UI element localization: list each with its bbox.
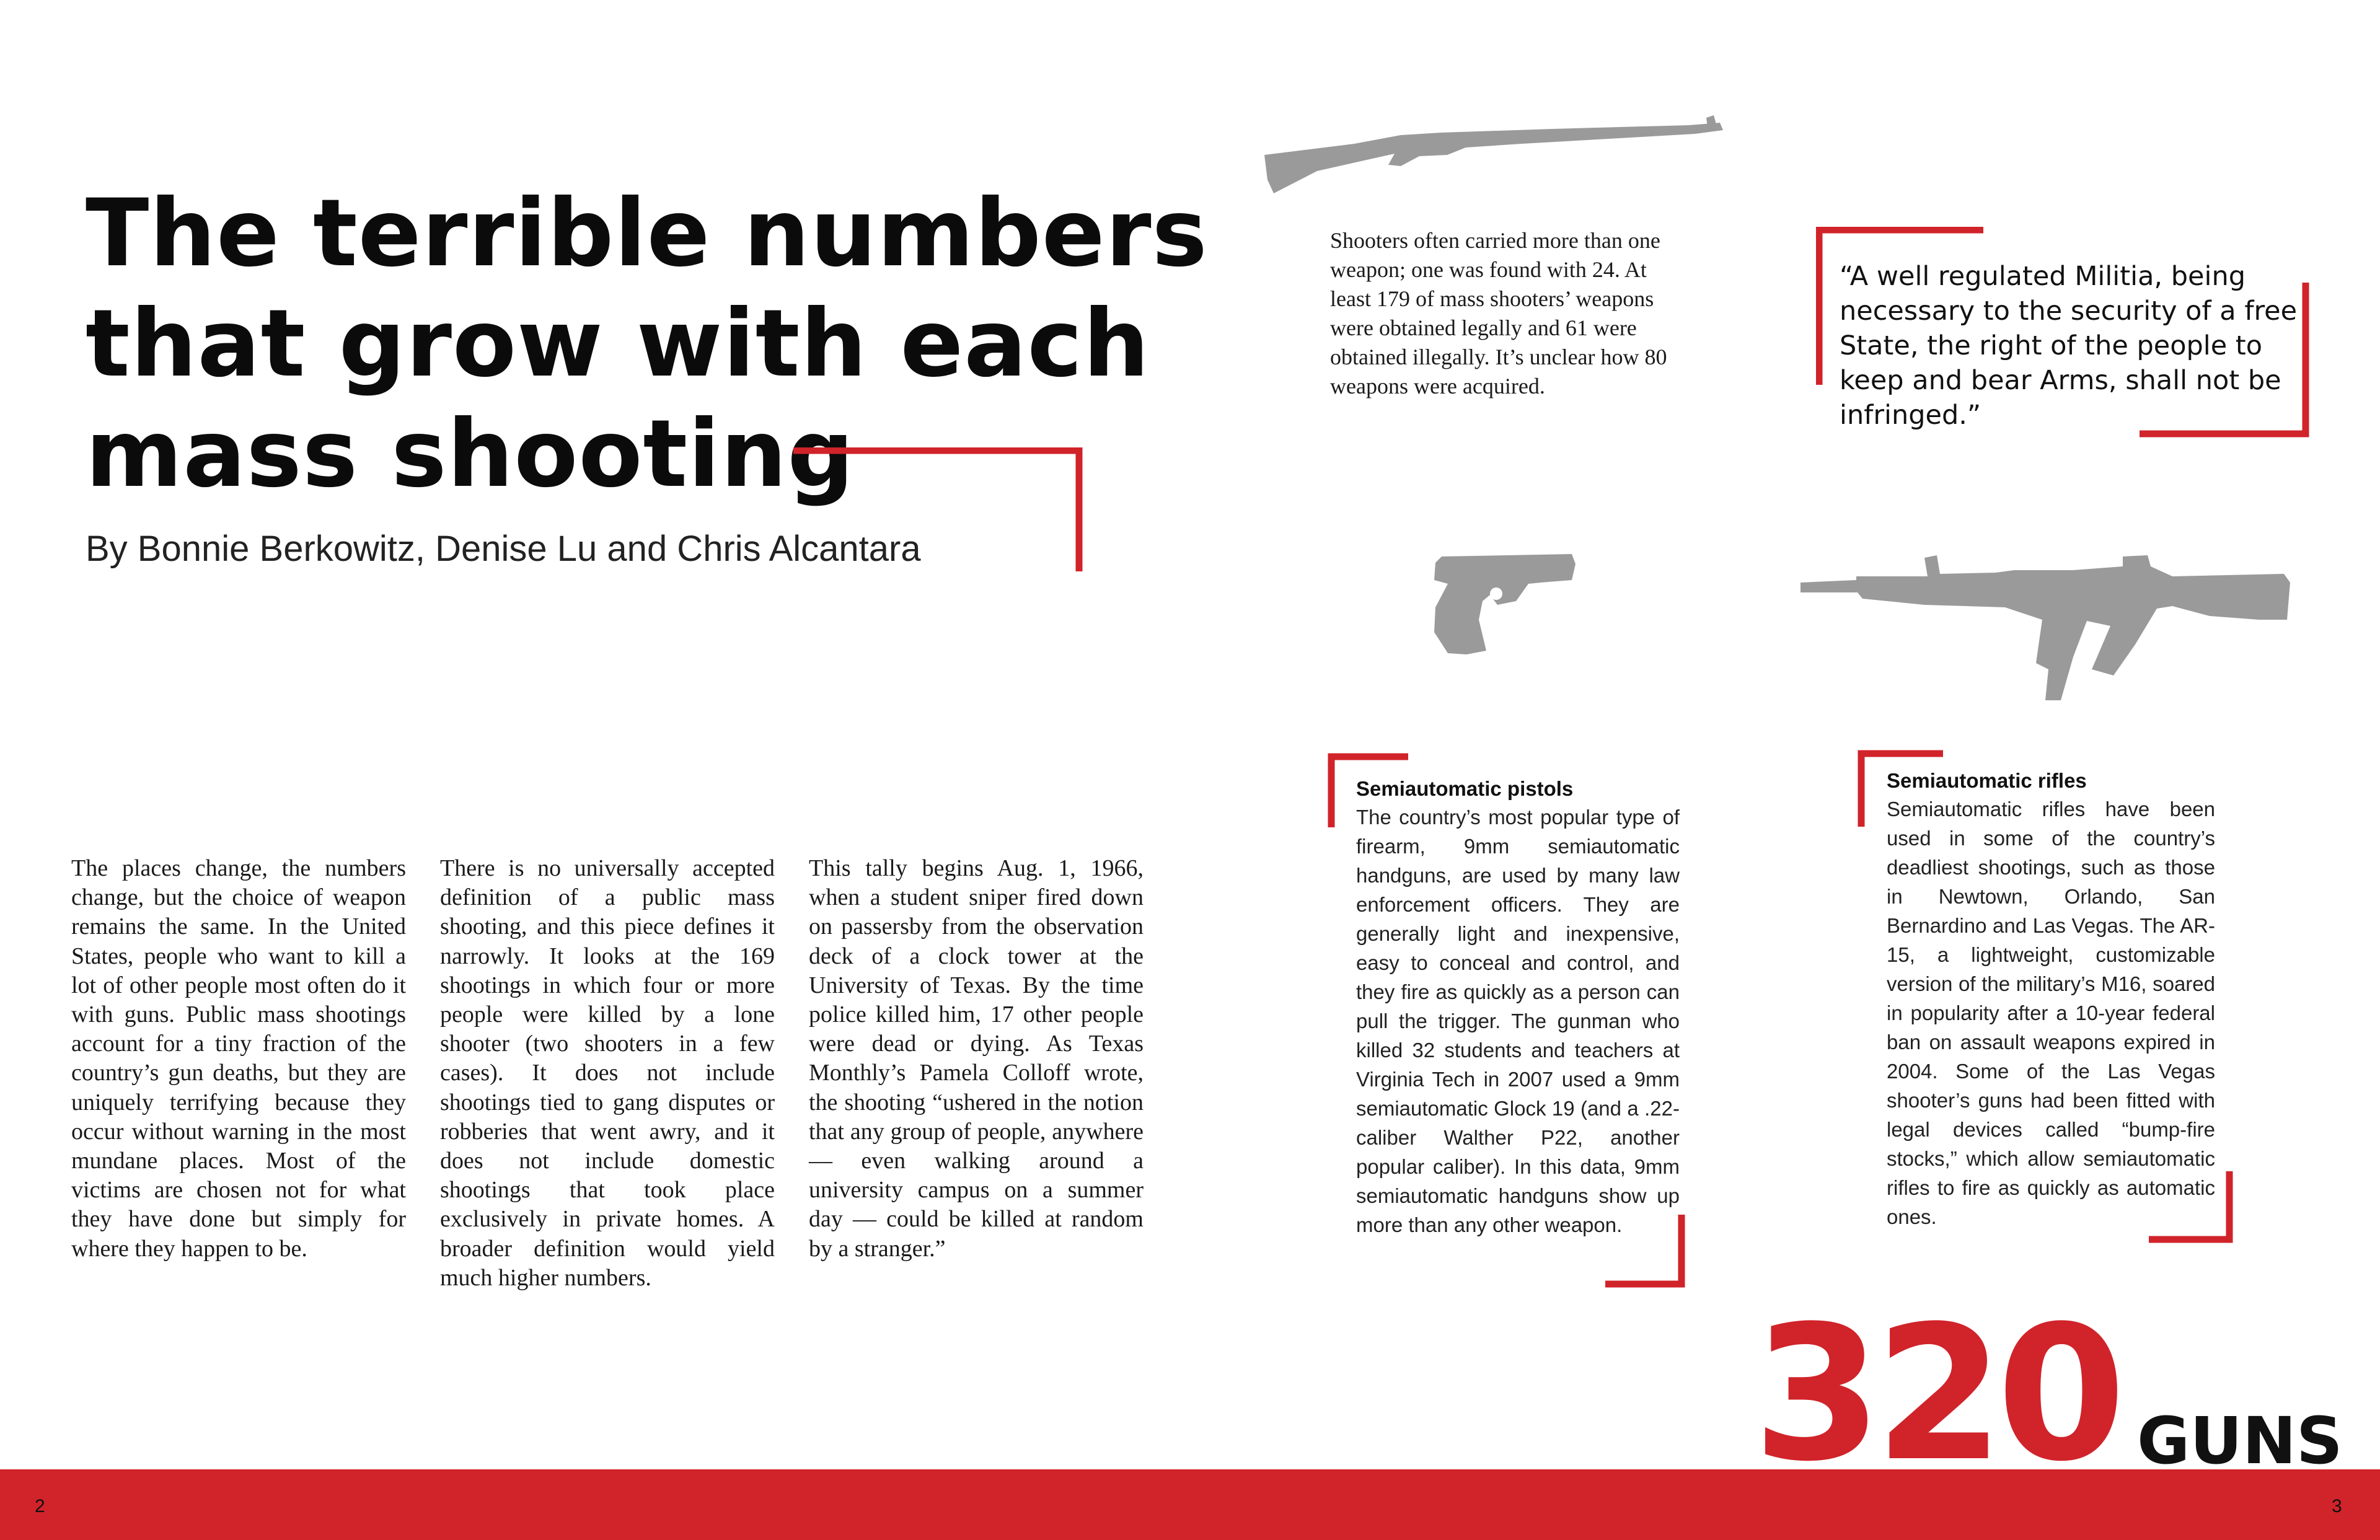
body-column-1: The places change, the numbers change, but the choice of weapon remains the same. In the United States, people who want to kill a lot of other people most often do it with guns. Public mass shootings account for a tiny fraction of the country’s gun deaths, but they are uniquely terrifying because they occur without warning in the most mundane places. Most of the victims are chosen not for what they have done but simply for where they happen to be. [71,855,406,1262]
pistols-body: The country’s most popular type of firearm, 9mm semiautomatic handguns, are used by many law enforcement officers. They are generally light and inexpensive, easy to conceal and control, and they fire as quickly as a person can pull the trigger. The gunman who killed 32 students and teachers at Virginia Tech in 2007 used a 9mm semiautomatic Glock 19 (and a .22-caliber Walther P22, another popular caliber). In this data, 9mm semiautomatic handguns show up more than any other weapon. [1356,806,1680,1236]
assault-rifle-icon [1800,552,2290,706]
second-amendment-quote: “A well regulated Militia, being necessary to the security of a free State, the right of the people to keep and bear Arms, shall not be infringed.” [1840,261,2298,431]
headline-line-1: The terrible numbers [86,180,1208,288]
body-column-3: This tally begins Aug. 1, 1966, when a student sniper fired down on passersby from the observation deck of a clock tower at the University of Texas. By the time police killed him, 17 other people were dead or dying. As Texas Monthly’s Pamela Colloff wrote, the shooting “ushered in the notion that any group of people, anywhere — even walking around a university campus on a summer day — could be killed at random by a stranger.” [809,855,1144,1262]
weapons-note: Shooters often carried more than one weapon; one was found with 24. At least 179 of mass shooters’ weapons were obtained legally and 61 were obtained illegally. It’s unclear how 80 weapons were acquired. [1330,228,1667,398]
page-number-left: 2 [35,1496,45,1516]
rifles-caption [1887,767,2215,1231]
pistols-heading: Semiautomatic pistols [1356,777,1574,800]
headline-line-2: that grow with each [86,290,1150,398]
page-number-right: 3 [2332,1496,2342,1516]
rifles-heading: Semiautomatic rifles [1887,769,2087,792]
pistols-caption [1356,775,1680,1239]
pistol-icon [1423,552,1578,657]
headline-line-3: mass shooting [86,400,855,508]
stat-value: 320 [1753,1286,2119,1502]
stat-unit: GUNS [2137,1403,2343,1479]
rifles-body: Semiautomatic rifles have been used in some of the country’s deadliest shootings, such as those in Newtown, Orlando, San Bernardino and Las Vegas. The AR-15, a lightweight, customizable version of the military’s M16, soared in popularity after a 10-year federal ban on assault weapons expired in 2004. Some of the Las Vegas shooter’s guns had been fitted with legal devices called “bump-fire stocks,” which allow semiautomatic rifles to fire as quickly as automatic ones. [1887,798,2215,1228]
byline: By Bonnie Berkowitz, Denise Lu and Chris Alcantara [86,529,921,569]
rifle-icon [1261,112,1726,211]
body-column-2: There is no universally accepted definition of a public mass shooting, and this piece defines it narrowly. It looks at the 169 shootings in which four or more people were killed by a lone shooter (two shooters in a few cases). It does not include shootings tied to gang disputes or robberies that went awry, and it does not include domestic shootings that took place exclusively in private homes. A broader definition would yield much higher numbers. [440,855,775,1291]
